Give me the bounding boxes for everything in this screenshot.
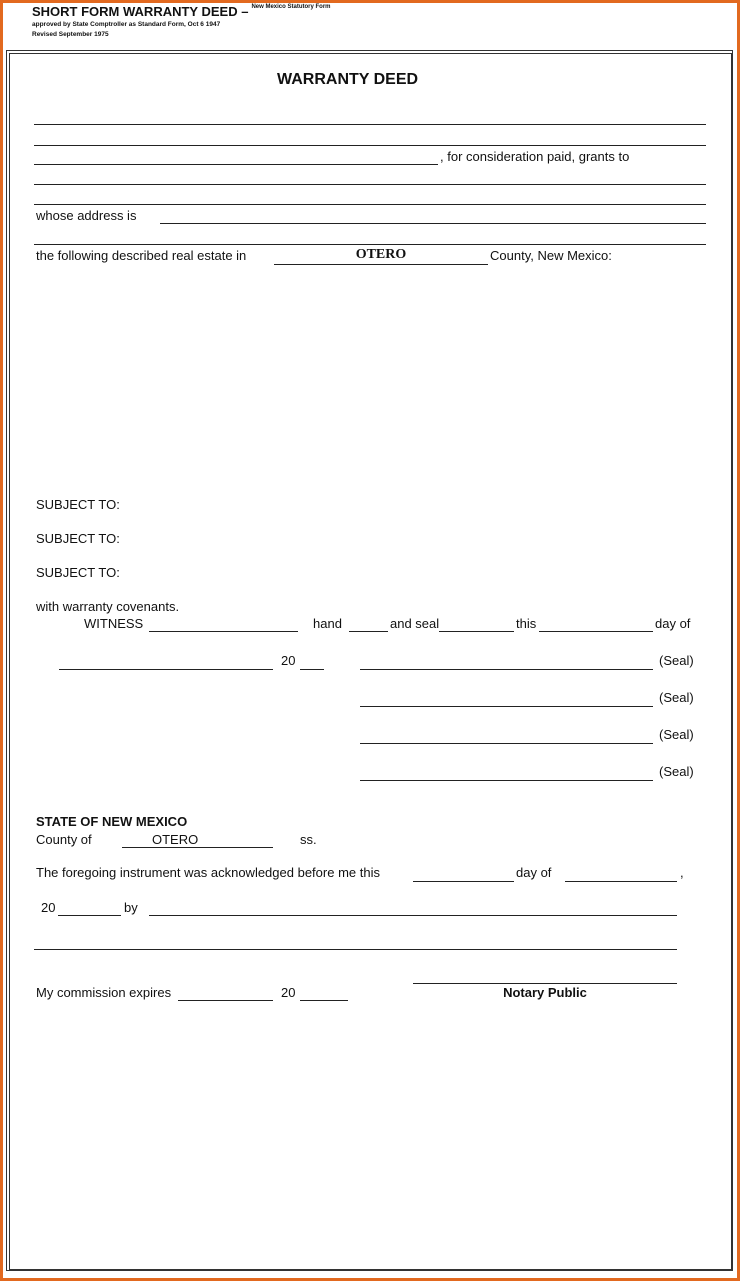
commission-year-prefix: 20 [281,985,296,1000]
grantee-line[interactable] [34,244,706,245]
form-title: SHORT FORM WARRANTY DEED – $^{New Mexico Statutory Form}$ [32,4,331,19]
date-line[interactable] [59,669,273,670]
grantor-line[interactable] [34,164,438,165]
ack-county-value[interactable]: OTERO [152,832,199,847]
signature-line[interactable] [360,669,653,670]
county-suffix: County, New Mexico: [490,248,612,263]
hand-line[interactable] [349,631,388,632]
ack-comma: , [680,865,684,880]
form-subtitle: New Mexico Statutory Form [251,4,331,10]
witness-label: WITNESS [84,616,144,631]
deed-heading: WARRANTY DEED [277,71,419,88]
seal-label: (Seal) [659,653,694,668]
real-estate-text: the following described real estate in [36,248,247,263]
signature-line[interactable] [360,706,653,707]
by-label: by [124,900,138,915]
approval-note: approved by State Comptroller as Standard Form, Oct 6 1947 [32,21,221,28]
this-label: this [516,616,537,631]
revision-note: Revised September 1975 [32,31,109,38]
county-value[interactable]: OTERO [355,247,407,262]
address-label: whose address is [36,208,137,223]
year-prefix: 20 [281,653,296,668]
ack-month-line[interactable] [565,881,677,882]
seal-label: (Seal) [659,727,694,742]
day-line[interactable] [539,631,653,632]
witness-name-line[interactable] [149,631,298,632]
ack-year-line[interactable] [58,915,121,916]
covenants-text: with warranty covenants. [36,599,180,614]
acknowledger-line[interactable] [149,915,677,916]
commission-year-line[interactable] [300,1000,348,1001]
signature-line[interactable] [360,743,653,744]
ss-label: ss. [300,832,317,847]
acknowledger-line[interactable] [34,949,677,950]
address-line[interactable] [160,223,706,224]
grantor-line[interactable] [34,124,706,125]
year-line[interactable] [300,669,324,670]
commission-date-line[interactable] [178,1000,273,1001]
state-heading: STATE OF NEW MEXICO [36,814,188,829]
and-seal-label: and seal [390,616,440,631]
subject-to-1: SUBJECT TO: [36,497,120,512]
day-of-label: day of [655,616,691,631]
notary-label: Notary Public [503,985,587,1000]
grantor-line[interactable] [34,145,706,146]
ack-year-prefix: 20 [41,900,56,915]
hand-label: hand [313,616,342,631]
commission-label: My commission expires [36,985,172,1000]
county-of-label: County of [36,832,92,847]
ack-date-line[interactable] [413,881,514,882]
foregoing-text: The foregoing instrument was acknowledged before me this [36,865,380,880]
subject-to-2: SUBJECT TO: [36,531,120,546]
notary-signature-line[interactable] [413,983,677,984]
seal-label: (Seal) [659,764,694,779]
seal-line[interactable] [439,631,514,632]
grantee-line[interactable] [34,184,706,185]
consideration-text: , for consideration paid, grants to [440,149,630,164]
ack-day-of: day of [516,865,552,880]
subject-to-3: SUBJECT TO: [36,565,120,580]
signature-line[interactable] [360,780,653,781]
seal-label: (Seal) [659,690,694,705]
grantee-line[interactable] [34,204,706,205]
county-line [274,264,488,265]
ack-county-line [122,847,273,848]
form-frame-inner [9,53,732,1270]
